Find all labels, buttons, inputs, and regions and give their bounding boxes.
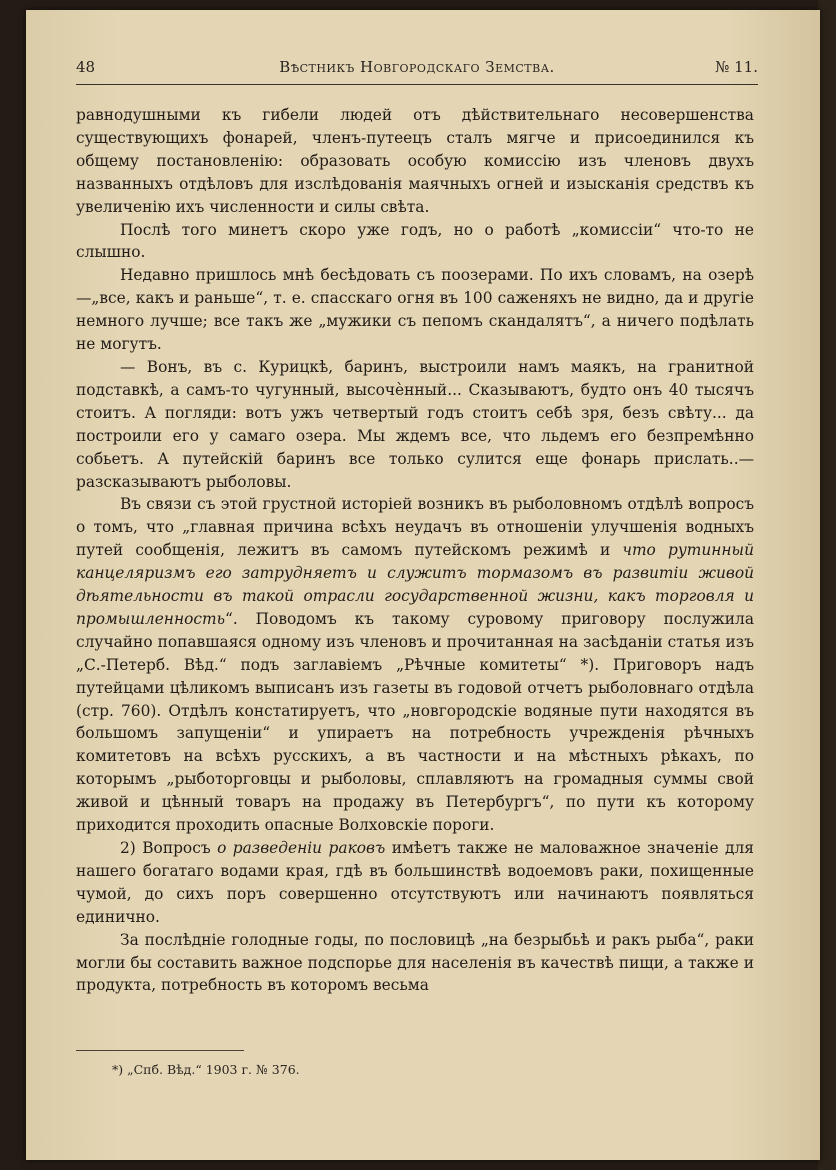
running-header bbox=[76, 58, 758, 82]
page-number: 48 bbox=[76, 58, 96, 76]
paragraph-7: За послѣдніе голодные годы, по пословицѣ „на безрыбьѣ и ракъ рыба“, раки могли бы составить важное подспорье для населенія въ качествѣ пищи, а также и продукта, потребность въ которомъ весьма bbox=[76, 930, 754, 995]
paragraph-6 bbox=[76, 837, 754, 929]
header-rule bbox=[76, 84, 758, 85]
paragraph-5-end: “. Поводомъ къ такому суровому приговору послужила случайно попавшаяся одному изъ членовъ и прочитанная на засѣданіи статья изъ „С.-Петерб. Вѣд.“ подъ заглавіемъ „Рѣчные комитеты“ *). Приговоръ надъ путейцами цѣликомъ выписанъ изъ газеты въ годовой отчетъ рыболовнаго отдѣла (стр. 760). Отдѣлъ констатируетъ, что „новгородскіе водяные пути находятся въ большомъ запущеніи“ и упираетъ на потребность учрежденія рѣчныхъ комитетовъ на всѣхъ русскихъ, а въ частности и на мѣстныхъ рѣкахъ, по которымъ „рыботорговцы и рыболовы, сплавляютъ на громадныя суммы свой живой и цѣнный товаръ на продажу въ Петербургъ“, по пути къ которому приходится проходить опасные Волховскіе пороги. bbox=[76, 609, 754, 835]
scan-right-edge bbox=[818, 0, 836, 1170]
footnote: *) „Спб. Вѣд.“ 1903 г. № 376. bbox=[112, 1062, 300, 1077]
paragraph-1: равнодушными къ гибели людей отъ дѣйствительнаго несовершенства существующихъ фонарей, членъ-путеецъ сталъ мягче и присоединился къ общему постановленію: образовать особую комиссію изъ членовъ двухъ названныхъ отдѣловъ для изслѣдованія маячныхъ огней и изысканія средствъ къ увеличенію ихъ численности и силы свѣта. bbox=[76, 106, 754, 216]
paragraph-2: Послѣ того минетъ скоро уже годъ, но о работѣ „комиссіи“ что-то не слышно. bbox=[76, 220, 754, 262]
paragraph-6-start: 2) Вопросъ bbox=[120, 839, 218, 857]
paragraph-4: — Вонъ, въ с. Курицкѣ, баринъ, выстроили намъ маякъ, на гранитной подставкѣ, а самъ-то чугунный, высочѐнный... Сказываютъ, будто онъ 40 тысячъ стоитъ. А погляди: вотъ ужъ четвертый годъ стоитъ себѣ зря, безъ свѣту... да построили его у самаго озера. Мы ждемъ все, что льдемъ его безпремѣнно собьетъ. А путейскій баринъ все только сулится еще фонарь прислать..—разсказываютъ рыболовы. bbox=[76, 357, 754, 491]
paragraph-5 bbox=[76, 493, 754, 837]
paragraph-5-start: Въ связи съ этой грустной исторіей возникъ въ рыболовномъ отдѣлѣ вопросъ о томъ, что „главная причина всѣхъ неудачъ въ отношеніи улучшенія водныхъ путей сообщенія, лежитъ въ самомъ путейскомъ режимѣ и bbox=[76, 495, 754, 560]
paragraph-5-italic: что рутинный канцеляризмъ его затрудняетъ и служитъ тормазомъ въ развитіи живой дѣятельности въ такой отрасли государственной жизни, какъ торговля и промышленность bbox=[76, 541, 754, 628]
paragraph-6-end: имѣетъ также не маловажное значеніе для нашего богатаго водами края, гдѣ въ большинствѣ водоемовъ раки, похищенные чумой, до сихъ поръ совершенно отсутствуютъ или начинаютъ появляться единично. bbox=[76, 839, 754, 926]
body-text bbox=[76, 104, 754, 997]
journal-title: Вѣстникъ Новгородскаго Земства. bbox=[279, 58, 555, 76]
paragraph-3: Недавно пришлось мнѣ бесѣдовать съ поозерами. По ихъ словамъ, на озерѣ—„все, какъ и раньше“, т. е. спасскаго огня въ 100 саженяхъ не видно, да и другіе немного лучше; все такъ же „мужики съ пепомъ скандалятъ“, а ничего подѣлать не могутъ. bbox=[76, 266, 754, 354]
issue-number: № 11. bbox=[715, 58, 758, 76]
paragraph-6-italic: о разведеніи раковъ bbox=[217, 839, 386, 857]
footnote-rule bbox=[76, 1050, 244, 1051]
